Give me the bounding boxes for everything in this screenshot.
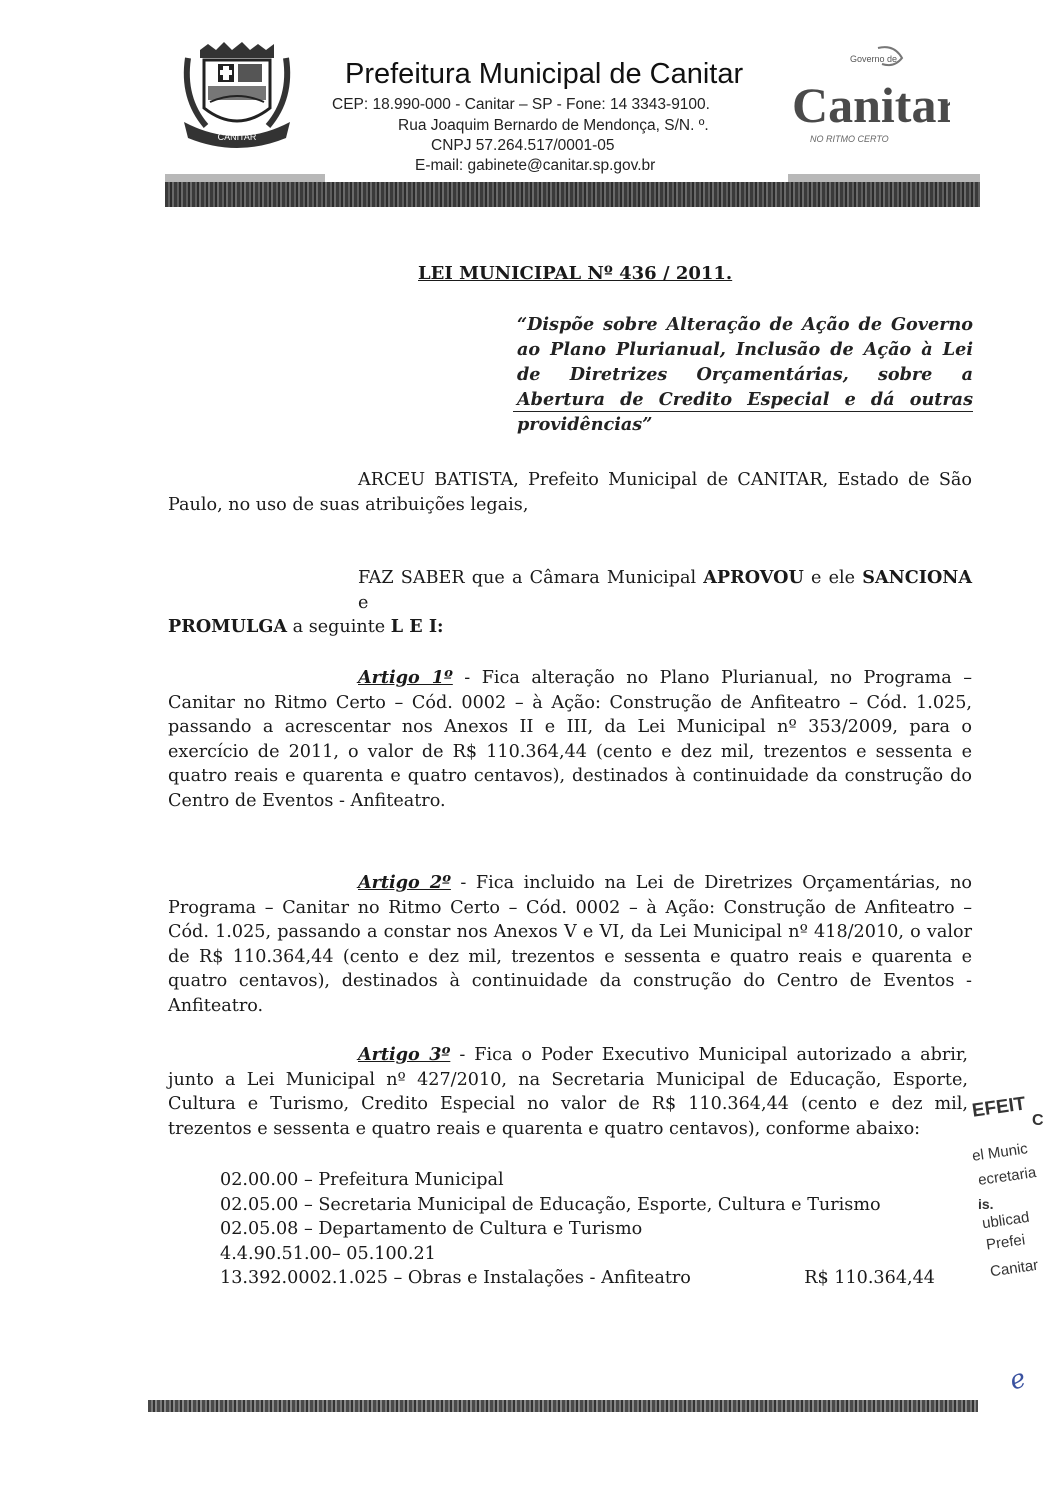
budget-line: 02.05.08 – Departamento de Cultura e Turismo [220,1219,643,1239]
signature-mark: e [1005,1363,1031,1397]
article-2 [168,871,972,1018]
municipal-coat-of-arms [178,38,296,150]
law-title: LEI MUNICIPAL Nº 436 / 2011. [418,263,733,284]
crest-label: CANITAR [217,132,257,142]
article-3-first: - Fica o Poder Executivo Municipal autorizado a abrir, [450,1045,968,1065]
article-3 [168,1043,968,1141]
article-1-line: Canitar no Ritmo Certo – Cód. 0002 – à Ação: Construção de Anfiteatro – Cód. 1.025, [168,692,972,713]
article-3-line: Cultura e Turismo, Credito Especial no valor de R$ 110.364,44 (cento e dez mil, [168,1094,968,1114]
article-2-first: - Fica incluido na Lei de Diretrizes Orçamentárias, no [450,873,972,893]
header-address-line: Rua Joaquim Bernardo de Mendonça, S/N. º. [398,117,709,134]
enactment-text-e: e [358,592,369,613]
article-1-line: Centro de Eventos - Anfiteatro. [168,790,446,811]
budget-total-label: 13.392.0002.1.025 – Obras e Instalações - Anfiteatro [220,1268,691,1288]
law-ementa: “Dispõe sobre Alteração de Ação de Governo ao Plano Plurianual, Inclusão de Ação à Lei de Diretrizes Orçamentárias, sobre a Abertura de Credito Especial e dá outras providências” [517,314,973,435]
article-2-line: Cód. 1.025, passando a constar nos Anexos V e VI, da Lei Municipal nº 418/2010, o valor [168,922,972,942]
stamp-line: Prefei [985,1231,1027,1254]
header-title: Prefeitura Municipal de Canitar [345,58,744,90]
article-3-line: trezentos e sessenta e quatro reais e quarenta e quatro centavos), conforme abaixo: [168,1118,921,1139]
brand-slogan: NO RITMO CERTO [810,134,889,144]
stamp-line: el Munic [971,1140,1029,1165]
enactment-sanctions: SANCIONA [862,567,973,588]
article-2-label: Artigo 2º [358,872,451,893]
article-3-line: junto a Lei Municipal nº 427/2010, na Secretaria Municipal de Educação, Esporte, [168,1069,968,1090]
article-1-label: Artigo 1º [358,667,453,688]
header-email-line: E-mail: gabinete@canitar.sp.gov.br [415,157,656,174]
stamp-line: Canitar [989,1256,1040,1281]
article-2-line: quatro centavos), destinados à continuidade da construção do Centro de Eventos - [168,971,972,991]
stamp-line: ublicad [981,1208,1031,1233]
preamble-first-line: ARCEU BATISTA, Prefeito Municipal de CANITAR, Estado de São [358,470,972,490]
header-cnpj-line: CNPJ 57.264.517/0001-05 [431,137,615,154]
brand-top: Governo de [850,54,898,64]
enactment-text-a: FAZ SABER que a Câmara Municipal [358,568,704,588]
brand-name: Canitar [792,77,950,133]
header-cep-line: CEP: 18.990-000 - Canitar – SP - Fone: 14 3343-9100. [332,96,710,113]
article-1-line: quatro reais e quarenta e quatro centavos), destinados à continuidade da construção do [168,766,972,786]
article-1-line: passando a acrescentar nos Anexos II e III, da Lei Municipal nº 353/2009, para o [168,717,972,737]
article-2-line: Programa – Canitar no Ritmo Certo – Cód. 0002 – à Ação: Construção de Anfiteatro – [168,897,972,918]
enactment-approved: APROVOU [703,567,804,588]
article-3-label: Artigo 3º [358,1044,451,1065]
footer-divider-band [148,1400,978,1412]
budget-line: 02.00.00 – Prefeitura Municipal [220,1170,504,1190]
enactment-clause [168,566,972,640]
article-1-line: exercício de 2011, o valor de R$ 110.364,44 (cento e dez mil, trezentos e sessenta e [168,741,972,762]
ementa-underline [513,411,973,412]
enactment-text-g: a seguinte [287,617,391,637]
budget-line: 4.4.90.51.00– 05.100.21 [220,1243,436,1264]
enactment-promulgates: PROMULGA [168,616,288,637]
stamp-line: is. [978,1196,994,1212]
article-1-first: - Fica alteração no Plano Plurianual, no Programa – [452,668,972,688]
budget-line: 02.05.00 – Secretaria Municipal de Educação, Esporte, Cultura e Turismo [220,1194,881,1215]
budget-total-value: R$ 110.364,44 [804,1268,935,1288]
enactment-lei: L E I: [390,616,444,637]
budget-total-row [220,1266,935,1291]
article-1 [168,666,972,813]
preamble-rest: Paulo, no uso de suas atribuições legais, [168,494,529,515]
article-2-line: Anfiteatro. [168,995,264,1016]
government-brand-logo [790,44,950,154]
article-2-line: de R$ 110.364,44 (cento e dez mil, trezentos e sessenta e quatro reais e quarenta e [168,946,972,967]
stamp-line: EFEIT [970,1093,1027,1122]
header-divider-band [165,182,980,207]
stamp-line: ecretaria [977,1164,1038,1189]
preamble [168,468,972,517]
stamp-line: C [1032,1112,1044,1129]
enactment-text-c: e ele [803,568,863,588]
budget-allocation [220,1168,935,1291]
